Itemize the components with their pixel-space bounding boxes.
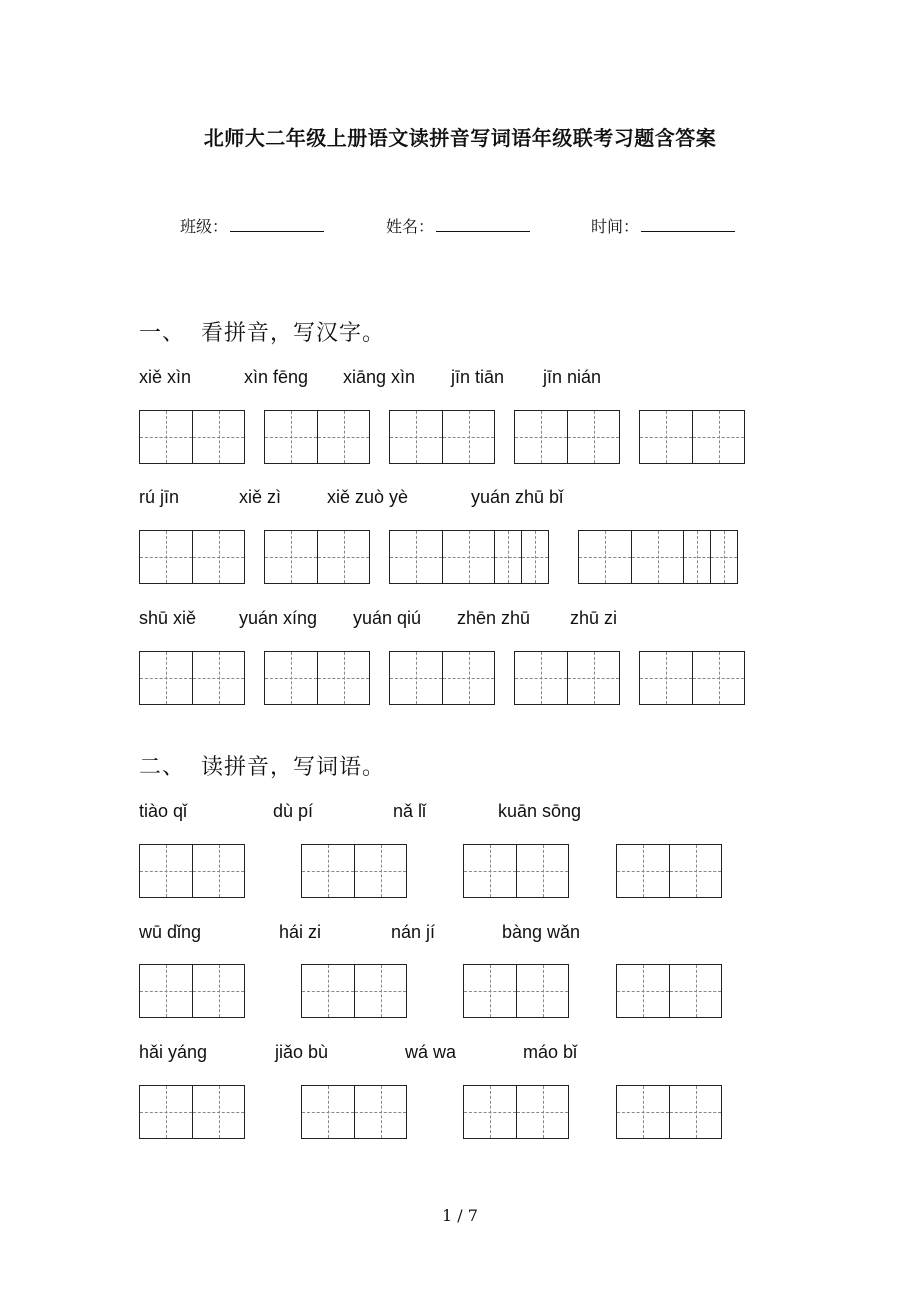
time-label: 时间： bbox=[591, 217, 640, 236]
pinyin: nán jí bbox=[391, 922, 436, 942]
pinyin: bàng wǎn bbox=[502, 922, 581, 942]
writing-grid[interactable] bbox=[139, 651, 245, 705]
pinyin: jīn nián bbox=[543, 367, 602, 387]
pinyin: zhū zi bbox=[570, 608, 618, 628]
section-2-title: 读拼音，写词语。 bbox=[201, 755, 386, 780]
pinyin: xiě zì bbox=[239, 487, 282, 507]
writing-grid[interactable] bbox=[301, 844, 407, 898]
writing-grid[interactable] bbox=[514, 410, 620, 464]
writing-grid[interactable] bbox=[389, 410, 495, 464]
writing-grid[interactable] bbox=[463, 1085, 569, 1139]
writing-grid[interactable] bbox=[264, 530, 370, 584]
writing-grid[interactable] bbox=[389, 530, 549, 584]
writing-grid[interactable] bbox=[139, 844, 245, 898]
pinyin: zhēn zhū bbox=[457, 608, 531, 628]
pinyin: xìn fēng bbox=[244, 367, 309, 387]
section-1-title: 看拼音，写汉字。 bbox=[201, 321, 386, 346]
name-label: 姓名： bbox=[386, 217, 435, 236]
writing-grid[interactable] bbox=[264, 651, 370, 705]
section-2-heading bbox=[139, 750, 385, 781]
pinyin: rú jīn bbox=[139, 487, 180, 507]
pinyin: wū dǐng bbox=[139, 922, 202, 942]
writing-grid[interactable] bbox=[301, 964, 407, 1018]
writing-grid[interactable] bbox=[463, 844, 569, 898]
writing-grid[interactable] bbox=[139, 410, 245, 464]
pinyin: yuán xíng bbox=[239, 608, 318, 628]
page-number: 1 / 7 bbox=[442, 1206, 478, 1225]
writing-grid[interactable] bbox=[639, 651, 745, 705]
section-1-number: 一、 bbox=[139, 321, 186, 346]
writing-grid[interactable] bbox=[578, 530, 738, 584]
writing-grid[interactable] bbox=[264, 410, 370, 464]
pinyin: wá wa bbox=[405, 1042, 457, 1062]
writing-grid[interactable] bbox=[139, 964, 245, 1018]
pinyin: kuān sōng bbox=[498, 801, 582, 821]
pinyin: yuán qiú bbox=[353, 608, 422, 628]
pinyin: jiǎo bù bbox=[275, 1042, 329, 1062]
pinyin: dù pí bbox=[273, 801, 314, 821]
section-2-number: 二、 bbox=[139, 755, 186, 780]
writing-grid[interactable] bbox=[389, 651, 495, 705]
pinyin: nǎ lǐ bbox=[393, 801, 427, 821]
writing-grid[interactable] bbox=[639, 410, 745, 464]
writing-grid[interactable] bbox=[139, 1085, 245, 1139]
section-1-heading bbox=[139, 316, 385, 347]
class-blank[interactable] bbox=[230, 217, 324, 232]
time-blank[interactable] bbox=[641, 217, 735, 232]
pinyin: xiě zuò yè bbox=[327, 487, 409, 507]
pinyin: shū xiě bbox=[139, 608, 197, 628]
writing-grid[interactable] bbox=[301, 1085, 407, 1139]
name-blank[interactable] bbox=[436, 217, 530, 232]
writing-grid[interactable] bbox=[463, 964, 569, 1018]
name-field[interactable] bbox=[386, 214, 530, 237]
writing-grid[interactable] bbox=[139, 530, 245, 584]
pinyin: hǎi yáng bbox=[139, 1042, 208, 1062]
pinyin: xiě xìn bbox=[139, 367, 192, 387]
page-title: 北师大二年级上册语文读拼音写词语年级联考习题含答案 bbox=[203, 126, 717, 150]
pinyin: xiāng xìn bbox=[343, 367, 416, 387]
pinyin: tiào qǐ bbox=[139, 801, 188, 821]
writing-grid[interactable] bbox=[616, 964, 722, 1018]
class-field[interactable] bbox=[180, 214, 324, 237]
pinyin: yuán zhū bǐ bbox=[471, 487, 564, 507]
writing-grid[interactable] bbox=[514, 651, 620, 705]
pinyin: máo bǐ bbox=[523, 1042, 578, 1062]
time-field[interactable] bbox=[591, 214, 735, 237]
pinyin: hái zi bbox=[279, 922, 322, 942]
writing-grid[interactable] bbox=[616, 1085, 722, 1139]
pinyin: jīn tiān bbox=[451, 367, 505, 387]
class-label: 班级： bbox=[180, 217, 229, 236]
writing-grid[interactable] bbox=[616, 844, 722, 898]
